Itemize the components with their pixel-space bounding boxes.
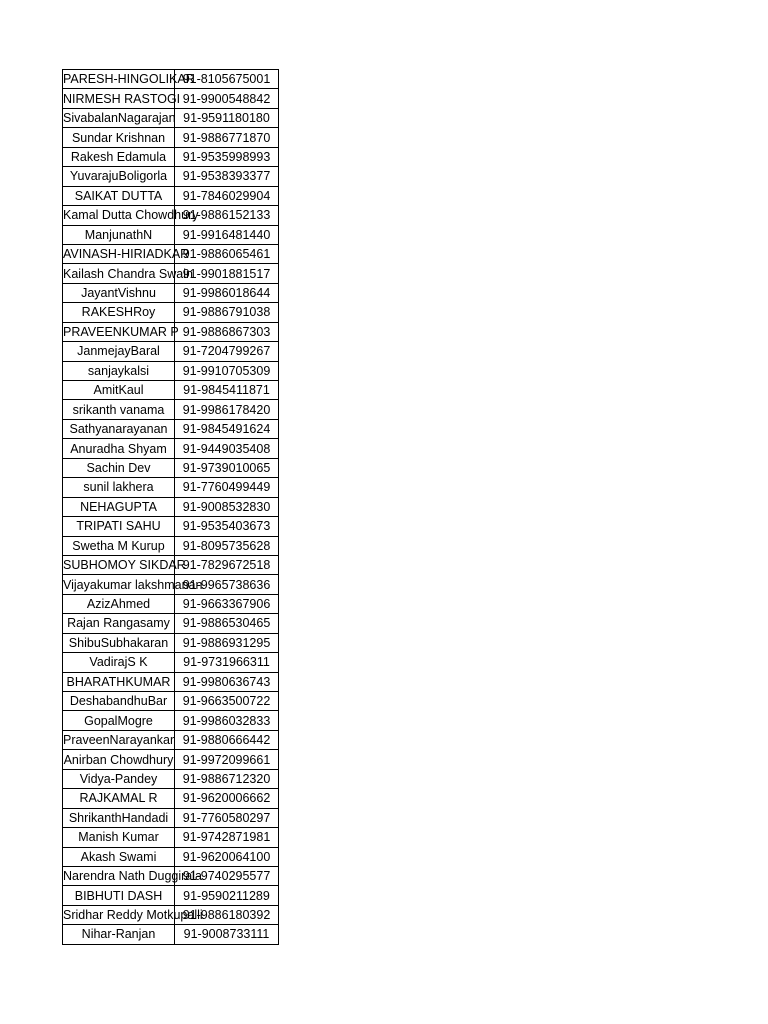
contact-phone-cell[interactable]: 91-9886065461 — [175, 244, 279, 263]
contact-table-body — [63, 70, 279, 945]
contact-name-cell[interactable]: ShrikanthHandadi — [63, 808, 175, 827]
contact-phone-cell[interactable]: 91-9886152133 — [175, 206, 279, 225]
contact-phone-cell[interactable]: 91-9916481440 — [175, 225, 279, 244]
contact-phone-cell[interactable]: 91-9972099661 — [175, 750, 279, 769]
contact-phone-cell[interactable]: 91-9590211289 — [175, 886, 279, 905]
contact-name-cell[interactable]: Rajan Rangasamy — [63, 614, 175, 633]
contact-phone-cell[interactable]: 91-7829672518 — [175, 555, 279, 574]
contact-name-cell[interactable]: TRIPATI SAHU — [63, 517, 175, 536]
contact-name-cell[interactable]: GopalMogre — [63, 711, 175, 730]
contact-name-cell[interactable]: ShibuSubhakaran — [63, 633, 175, 652]
table-row — [63, 886, 279, 905]
table-row — [63, 847, 279, 866]
table-row — [63, 264, 279, 283]
table-row — [63, 458, 279, 477]
contact-name-cell[interactable]: PraveenNarayankar — [63, 730, 175, 749]
contact-phone-cell[interactable]: 91-9886712320 — [175, 769, 279, 788]
contact-name-cell[interactable]: Sridhar Reddy Motkupalli — [63, 905, 175, 924]
contact-phone-cell[interactable]: 91-9845491624 — [175, 419, 279, 438]
table-row — [63, 614, 279, 633]
table-row — [63, 70, 279, 89]
table-row — [63, 692, 279, 711]
contact-phone-cell[interactable]: 91-9008532830 — [175, 497, 279, 516]
contact-name-cell[interactable]: NIRMESH RASTOGI — [63, 89, 175, 108]
contact-phone-cell[interactable]: 91-9880666442 — [175, 730, 279, 749]
table-row — [63, 128, 279, 147]
table-row — [63, 594, 279, 613]
contact-name-cell[interactable]: PRAVEENKUMAR P — [63, 322, 175, 341]
contact-phone-cell[interactable]: 91-9663500722 — [175, 692, 279, 711]
table-row — [63, 147, 279, 166]
table-row — [63, 730, 279, 749]
contact-name-cell[interactable]: Anirban Chowdhury — [63, 750, 175, 769]
contact-name-cell[interactable]: Vidya-Pandey — [63, 769, 175, 788]
contact-phone-cell[interactable]: 91-9901881517 — [175, 264, 279, 283]
contact-phone-cell[interactable]: 91-9886530465 — [175, 614, 279, 633]
table-row — [63, 905, 279, 924]
contact-phone-cell[interactable]: 91-9535403673 — [175, 517, 279, 536]
table-row — [63, 750, 279, 769]
table-row — [63, 108, 279, 127]
contact-name-cell[interactable]: RAKESHRoy — [63, 303, 175, 322]
contact-name-cell[interactable]: NEHAGUPTA — [63, 497, 175, 516]
contact-phone-cell[interactable]: 91-9535998993 — [175, 147, 279, 166]
contact-name-cell[interactable]: Sachin Dev — [63, 458, 175, 477]
contact-phone-cell[interactable]: 91-9886791038 — [175, 303, 279, 322]
contact-phone-cell[interactable]: 91-9538393377 — [175, 167, 279, 186]
contact-name-cell[interactable]: DeshabandhuBar — [63, 692, 175, 711]
table-row — [63, 167, 279, 186]
contact-name-cell[interactable]: Kailash Chandra Swain — [63, 264, 175, 283]
table-row — [63, 497, 279, 516]
table-row — [63, 361, 279, 380]
contact-name-cell[interactable]: Rakesh Edamula — [63, 147, 175, 166]
table-row — [63, 419, 279, 438]
table-row — [63, 381, 279, 400]
contact-name-cell[interactable]: srikanth vanama — [63, 400, 175, 419]
table-row — [63, 653, 279, 672]
contact-name-cell[interactable]: BHARATHKUMAR — [63, 672, 175, 691]
contact-phone-cell[interactable]: 91-9886931295 — [175, 633, 279, 652]
table-row — [63, 89, 279, 108]
contact-phone-cell[interactable]: 91-9886180392 — [175, 905, 279, 924]
contact-phone-cell[interactable]: 91-7204799267 — [175, 342, 279, 361]
contact-phone-cell[interactable]: 91-8095735628 — [175, 536, 279, 555]
table-row — [63, 828, 279, 847]
table-row — [63, 769, 279, 788]
table-row — [63, 186, 279, 205]
contact-name-cell[interactable]: Akash Swami — [63, 847, 175, 866]
contact-name-cell[interactable]: SUBHOMOY SIKDAR — [63, 555, 175, 574]
contact-name-cell[interactable]: SAIKAT DUTTA — [63, 186, 175, 205]
table-row — [63, 225, 279, 244]
contact-name-cell[interactable]: BIBHUTI DASH — [63, 886, 175, 905]
contact-phone-cell[interactable]: 91-9008733111 — [175, 925, 279, 944]
table-row — [63, 478, 279, 497]
contact-phone-cell[interactable]: 91-9886867303 — [175, 322, 279, 341]
table-row — [63, 517, 279, 536]
table-row — [63, 672, 279, 691]
table-row — [63, 303, 279, 322]
contact-phone-cell[interactable]: 91-9591180180 — [175, 108, 279, 127]
contact-phone-cell[interactable]: 91-9663367906 — [175, 594, 279, 613]
table-row — [63, 322, 279, 341]
table-row — [63, 400, 279, 419]
contact-name-cell[interactable]: JanmejayBaral — [63, 342, 175, 361]
contact-name-cell[interactable]: Swetha M Kurup — [63, 536, 175, 555]
contact-name-cell[interactable]: Kamal Dutta Chowdhury — [63, 206, 175, 225]
contact-name-cell[interactable]: RAJKAMAL R — [63, 789, 175, 808]
contact-name-cell[interactable]: Manish Kumar — [63, 828, 175, 847]
table-row — [63, 439, 279, 458]
contact-phone-cell[interactable]: 91-9965738636 — [175, 575, 279, 594]
contact-phone-cell[interactable]: 91-7760499449 — [175, 478, 279, 497]
contact-phone-cell[interactable]: 91-9886771870 — [175, 128, 279, 147]
contact-phone-cell[interactable]: 91-9620006662 — [175, 789, 279, 808]
table-row — [63, 575, 279, 594]
contact-phone-cell[interactable]: 91-7846029904 — [175, 186, 279, 205]
contact-name-cell[interactable]: sunil lakhera — [63, 478, 175, 497]
table-row — [63, 808, 279, 827]
table-row — [63, 342, 279, 361]
contact-phone-cell[interactable]: 91-9739010065 — [175, 458, 279, 477]
contact-name-cell[interactable]: Vijayakumar lakshmanan — [63, 575, 175, 594]
table-row — [63, 206, 279, 225]
contact-name-cell[interactable]: PARESH-HINGOLIKAR — [63, 70, 175, 89]
contact-phone-cell[interactable]: 91-9986018644 — [175, 283, 279, 302]
contact-name-cell[interactable]: ManjunathN — [63, 225, 175, 244]
contact-phone-cell[interactable]: 91-9742871981 — [175, 828, 279, 847]
contact-phone-cell[interactable]: 91-9910705309 — [175, 361, 279, 380]
contact-phone-cell[interactable]: 91-9845411871 — [175, 381, 279, 400]
contact-name-cell[interactable]: Anuradha Shyam — [63, 439, 175, 458]
table-row — [63, 536, 279, 555]
contact-phone-cell[interactable]: 91-9986032833 — [175, 711, 279, 730]
contact-phone-cell[interactable]: 91-9980636743 — [175, 672, 279, 691]
contact-name-cell[interactable]: AzizAhmed — [63, 594, 175, 613]
contact-name-cell[interactable]: SivabalanNagarajan — [63, 108, 175, 127]
contact-name-cell[interactable]: Sathyanarayanan — [63, 419, 175, 438]
contact-phone-cell[interactable]: 91-9731966311 — [175, 653, 279, 672]
contact-name-cell[interactable]: YuvarajuBoligorla — [63, 167, 175, 186]
contact-name-cell[interactable]: sanjaykalsi — [63, 361, 175, 380]
contact-name-cell[interactable]: AmitKaul — [63, 381, 175, 400]
contact-phone-cell[interactable]: 91-9986178420 — [175, 400, 279, 419]
table-row — [63, 555, 279, 574]
table-row — [63, 633, 279, 652]
contact-phone-cell[interactable]: 91-9449035408 — [175, 439, 279, 458]
table-row — [63, 866, 279, 885]
contact-name-cell[interactable]: AVINASH-HIRIADKAR — [63, 244, 175, 263]
contact-name-cell[interactable]: Sundar Krishnan — [63, 128, 175, 147]
table-row — [63, 789, 279, 808]
table-row — [63, 711, 279, 730]
contact-phone-cell[interactable]: 91-7760580297 — [175, 808, 279, 827]
contact-phone-cell[interactable]: 91-9620064100 — [175, 847, 279, 866]
table-row — [63, 244, 279, 263]
contact-phone-cell[interactable]: 91-9740295577 — [175, 866, 279, 885]
contact-name-cell[interactable]: Narendra Nath Duggirala — [63, 866, 175, 885]
contact-name-cell[interactable]: VadirajS K — [63, 653, 175, 672]
contact-name-cell[interactable]: JayantVishnu — [63, 283, 175, 302]
contact-name-cell[interactable]: Nihar-Ranjan — [63, 925, 175, 944]
table-row — [63, 925, 279, 944]
contact-phone-cell[interactable]: 91-9900548842 — [175, 89, 279, 108]
contact-phone-cell[interactable]: 91-8105675001 — [175, 70, 279, 89]
table-row — [63, 283, 279, 302]
contact-table — [62, 69, 279, 945]
